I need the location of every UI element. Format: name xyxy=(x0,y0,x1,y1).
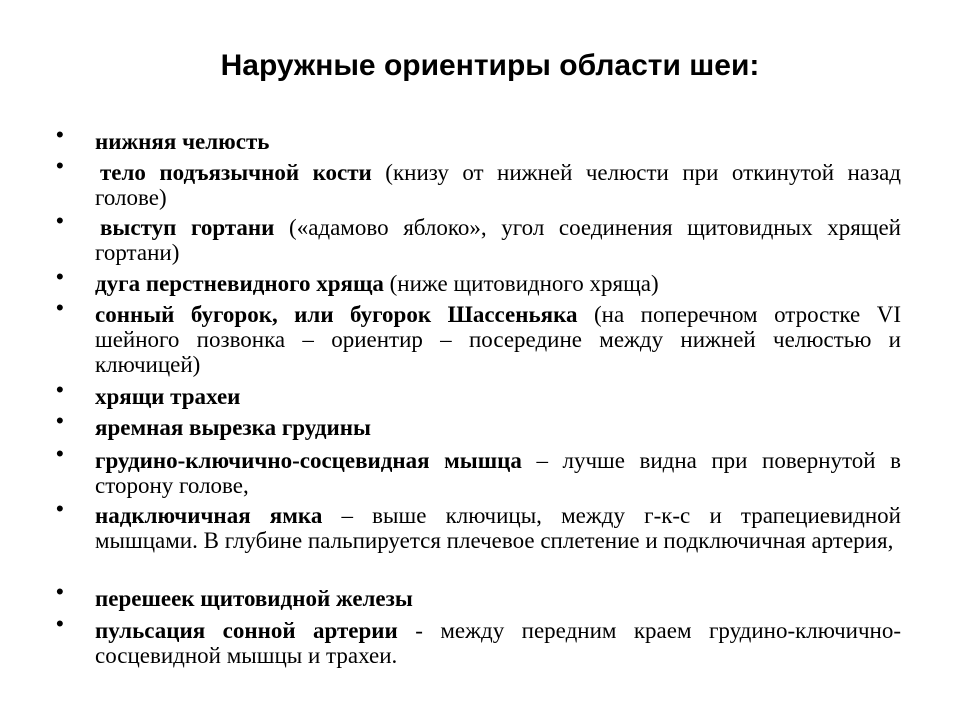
list-item xyxy=(95,415,901,440)
list-item xyxy=(95,215,901,265)
list-item xyxy=(95,448,901,498)
landmark-description: – выше ключицы, между г-к-с и трапециевидной мышцами. В глубине пальпируется плечевое сплетение и подключичная артерия, xyxy=(95,503,901,553)
landmark-description: (на поперечном отростке VI шейного позвонка – ориентир – посередине между нижней челюстью и ключицей) xyxy=(95,302,901,377)
landmark-term: пульсация сонной артерии xyxy=(95,618,398,643)
list-item xyxy=(95,160,901,210)
landmark-term: дуга перстневидного хряща xyxy=(95,271,384,296)
landmark-description: – лучше видна при повернутой в сторону голове, xyxy=(95,448,901,498)
landmark-term: яремная вырезка грудины xyxy=(95,415,371,440)
landmark-term: перешеек щитовидной железы xyxy=(95,586,413,611)
list-item xyxy=(95,586,901,611)
list-item xyxy=(95,302,901,377)
slide-title: Наружные ориентиры области шеи: xyxy=(220,49,760,82)
list-item xyxy=(95,129,901,154)
landmark-description: - между передним краем грудино-ключично-сосцевидной мышцы и трахеи. xyxy=(95,618,901,668)
landmark-term: сонный бугорок, или бугорок Шассеньяка xyxy=(95,302,578,327)
landmark-term: хрящи трахеи xyxy=(95,384,241,409)
list-item xyxy=(95,384,901,409)
list-item xyxy=(95,503,901,553)
landmark-term: грудино-ключично-сосцевидная мышца xyxy=(95,448,522,473)
landmark-term: надключичная ямка xyxy=(95,503,323,528)
landmark-term: тело подъязычной кости xyxy=(100,160,372,185)
landmark-description: (книзу от нижней челюсти при откинутой назад голове) xyxy=(95,160,901,210)
list-item xyxy=(95,271,901,296)
landmark-description: («адамово яблоко», угол соединения щитовидных хрящей гортани) xyxy=(95,215,901,265)
list-item xyxy=(95,618,901,668)
landmark-term: нижняя челюсть xyxy=(95,129,270,154)
landmark-term: выступ гортани xyxy=(100,215,275,240)
landmark-description: (ниже щитовидного хряща) xyxy=(383,271,659,296)
